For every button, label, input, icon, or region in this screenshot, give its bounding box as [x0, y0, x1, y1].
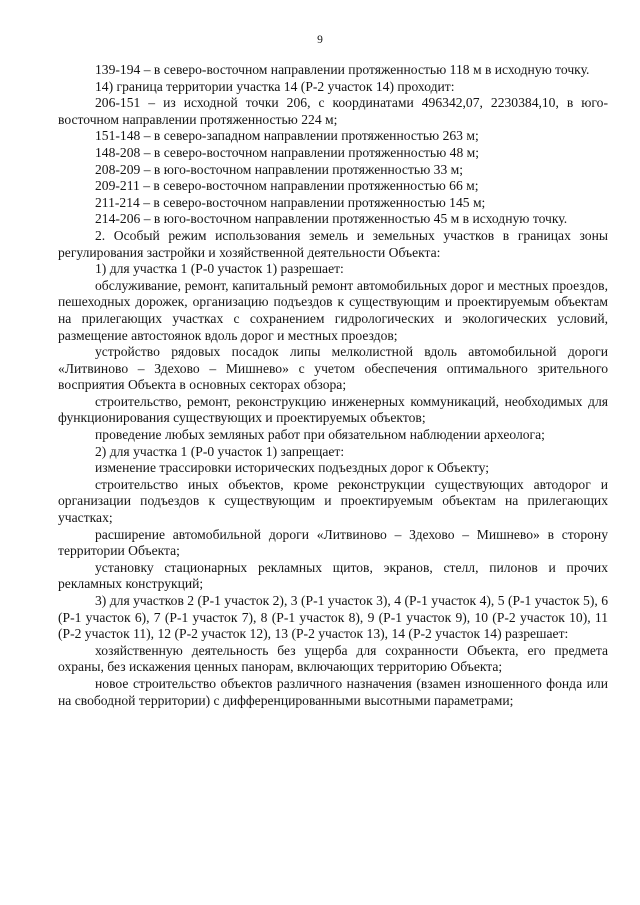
paragraph: 151-148 – в северо-западном направлении протяженностью 263 м;	[95, 128, 479, 144]
paragraph: хозяйственную деятельность без ущерба для сохранности Объекта, его предмета охраны, без искажения ценных панорам, включающих территорию Объекта;	[58, 642, 608, 675]
paragraph: 2. Особый режим использования земель и земельных участков в границах зоны регулирования застройки и хозяйственной деятельности Объекта:	[58, 227, 608, 260]
paragraph: проведение любых земляных работ при обязательном наблюдении археолога;	[95, 427, 545, 443]
paragraph: новое строительство объектов различного назначения (взамен изношенного фонда или на свободной территории) с дифференцированными высотными параметрами;	[58, 675, 608, 708]
paragraph: строительство, ремонт, реконструкцию инженерных коммуникаций, необходимых для функционирования существующих и проектируемых объектов;	[58, 393, 608, 426]
paragraph: 214-206 – в юго-восточном направлении протяженностью 45 м в исходную точку.	[95, 211, 568, 227]
page-number: 9	[317, 34, 323, 46]
paragraph: расширение автомобильной дороги «Литвиново – Здехово – Мишнево» в сторону территории Объекта;	[58, 526, 608, 559]
paragraph: изменение трассировки исторических подъездных дорог к Объекту;	[95, 460, 489, 476]
paragraph: 208-209 – в юго-восточном направлении протяженностью 33 м;	[95, 161, 464, 177]
paragraph: 211-214 – в северо-восточном направлении протяженностью 145 м;	[95, 194, 486, 210]
paragraph: обслуживание, ремонт, капитальный ремонт автомобильных дорог и местных проездов, пешеходных дорожек, организацию подъездов к существующим и проектируемым объектам на прилегающих участках с сохранением гидрологических и экологических условий, размещение автостоянок вдоль дорог и местных проездов;	[58, 277, 608, 343]
paragraph: 14) граница территории участка 14 (Р-2 участок 14) проходит:	[95, 78, 455, 94]
paragraph: 148-208 – в северо-восточном направлении протяженностью 48 м;	[95, 144, 480, 160]
paragraph: 209-211 – в северо-восточном направлении протяженностью 66 м;	[95, 178, 479, 194]
paragraph: 3) для участков 2 (Р-1 участок 2), 3 (Р-1 участок 3), 4 (Р-1 участок 4), 5 (Р-1 участок 5), 6 (Р-1 участок 6), 7 (Р-1 участок 7), 8 (Р-1 участок 8), 9 (Р-1 участок 9), 10 (Р-2 участок 10), 11 (Р-2 участок 11), 12 (Р-2 участок 12), 13 (Р-2 участок 13), 14 (Р-2 участок 14) разрешает:	[58, 593, 608, 642]
document-body	[58, 62, 608, 709]
paragraph: устройство рядовых посадок липы мелколистной вдоль автомобильной дороги «Литвиново – Здехово – Мишнево» с учетом обеспечения оптимального зрительного восприятия Объекта в основных секторах обзора;	[58, 344, 608, 393]
paragraph: 2) для участка 1 (Р-0 участок 1) запрещает:	[95, 443, 345, 459]
paragraph: установку стационарных рекламных щитов, экранов, стелл, пилонов и прочих рекламных конструкций;	[58, 559, 608, 592]
paragraph: 1) для участка 1 (Р-0 участок 1) разрешает:	[95, 261, 344, 277]
paragraph: 139-194 – в северо-восточном направлении протяженностью 118 м в исходную точку.	[95, 62, 590, 77]
paragraph: строительство иных объектов, кроме реконструкции существующих автодорог и организации подъездов к существующим и проектируемым объектам на прилегающих участках;	[58, 476, 608, 526]
paragraph: 206-151 – из исходной точки 206, с координатами 496342,07, 2230384,10, в юго-восточном направлении протяженностью 224 м;	[58, 95, 608, 127]
